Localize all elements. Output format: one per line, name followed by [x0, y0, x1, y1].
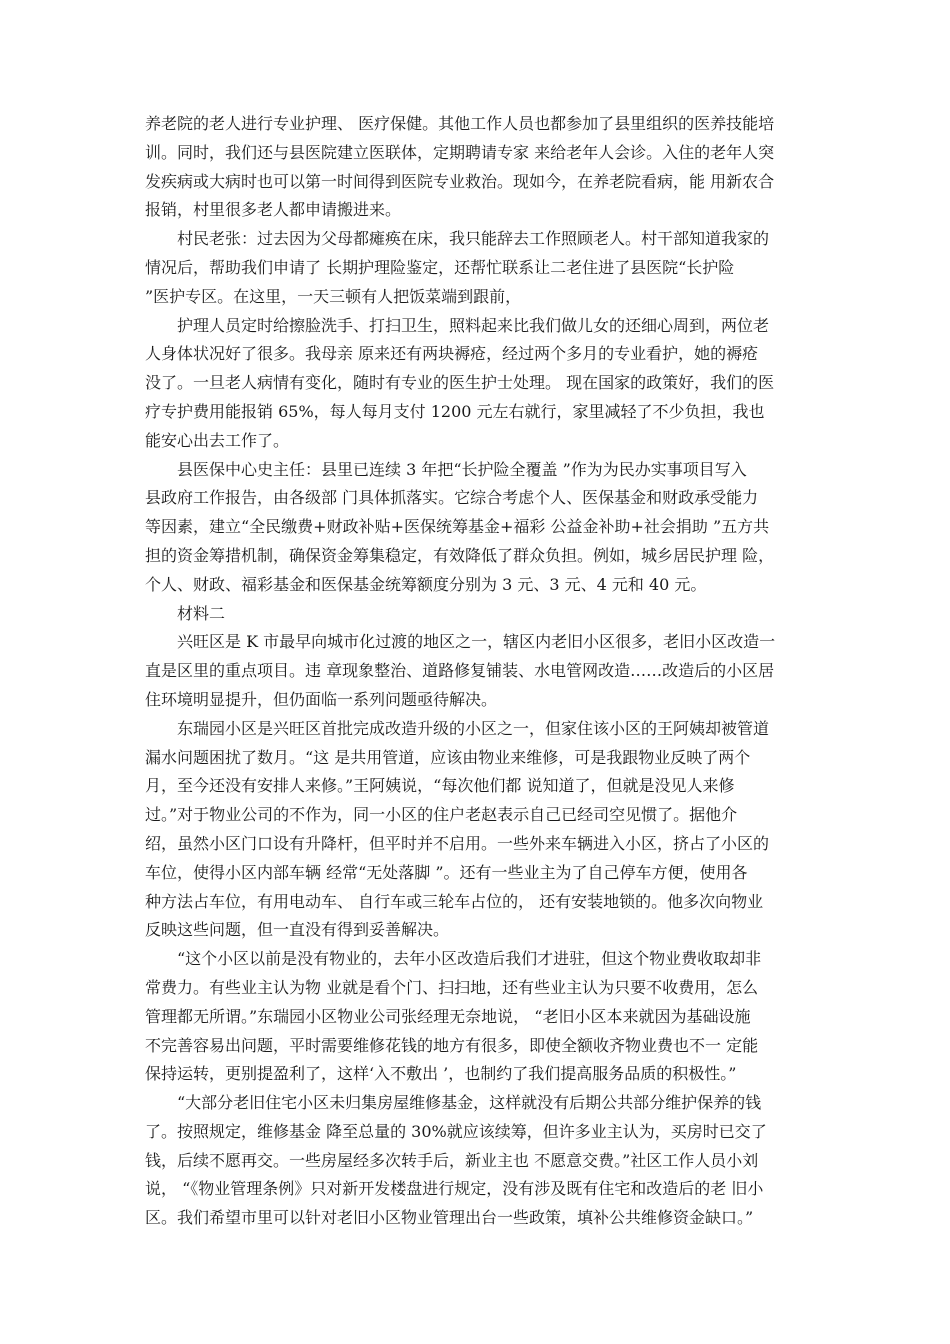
text-line: 种方法占车位，有用电动车、 自行车或三轮车占位的， 还有安装地锁的。他多次向物业 — [145, 891, 764, 911]
text-line: 东瑞园小区是兴旺区首批完成改造升级的小区之一，但家住该小区的王阿姨却被管道 — [177, 718, 770, 738]
text-line: 绍，虽然小区门口设有升降杆，但平时并不启用。一些外来车辆进入小区，挤占了小区的 — [145, 833, 770, 853]
text-line: 村民老张：过去因为父母都瘫痪在床，我只能辞去工作照顾老人。村干部知道我家的 — [177, 229, 770, 249]
text-line: 过。”对于物业公司的不作为，同一小区的住户老赵表示自己已经司空见惯了。据他介 — [145, 805, 738, 825]
text-line: 护理人员定时给擦脸洗手、打扫卫生，照料起来比我们做儿女的还细心周到，两位老 — [177, 315, 770, 335]
text-line: 个人、财政、福彩基金和医保基金统筹额度分别为 3 元、3 元、4 元和 40 元。 — [145, 574, 707, 594]
text-line: 车位，使得小区内部车辆 经常“无处落脚 ”。还有一些业主为了自己停车方便，使用各 — [145, 862, 748, 882]
text-line: “大部分老旧住宅小区未归集房屋维修基金，这样就没有后期公共部分维护保养的钱 — [177, 1093, 762, 1113]
text-line: 县医保中心史主任：县里已连续 3 年把“长护险全覆盖 ”作为为民办实事项目写入 — [177, 459, 747, 479]
text-line: 人身体状况好了很多。我母亲 原来还有两块褥疮，经过两个多月的专业看护，她的褥疮 — [145, 344, 759, 364]
text-line: 发疾病或大病时也可以第一时间得到医院专业救治。现如今，在养老院看病，能 用新农合 — [145, 171, 775, 191]
text-line: 管理都无所谓。”东瑞园小区物业公司张经理无奈地说， “老旧小区本来就因为基础设施 — [145, 1006, 751, 1026]
text-line: 担的资金筹措机制，确保资金筹集稳定，有效降低了群众负担。例如，城乡居民护理 险， — [145, 545, 775, 565]
text-line: 县政府工作报告，由各级部 门具体抓落实。它综合考虑个人、医保基金和财政承受能力 — [145, 488, 759, 508]
text-line: 等因素，建立“全民缴费+财政补贴+医保统筹基金+福彩 公益金补助+社会捐助 ”五方共 — [145, 517, 770, 537]
text-line: 不完善容易出问题，平时需要维修花钱的地方有很多，即使全额收齐物业费也不一 定能 — [145, 1035, 759, 1055]
text-line: 漏水问题困扰了数月。“这 是共用管道，应该由物业来维修，可是我跟物业反映了两个 — [145, 747, 751, 767]
text-line: 说， “《物业管理条例》只对新开发楼盘进行规定，没有涉及既有住宅和改造后的老 旧小 — [145, 1179, 764, 1199]
text-line: 钱，后续不愿再交。一些房屋经多次转手后，新业主也 不愿意交费。”社区工作人员小刘 — [145, 1150, 759, 1170]
text-line: 月，至今还没有安排人来修。”王阿姨说，“每次他们都 说知道了，但就是没见人来修 — [145, 776, 735, 796]
text-line: 材料二 — [177, 603, 226, 623]
text-line: 没了。一旦老人病情有变化，随时有专业的医生护士处理。 现在国家的政策好，我们的医 — [145, 373, 775, 393]
text-line: 了。按照规定，维修基金 降至总量的 30%就应该续筹，但许多业主认为，买房时已交了 — [145, 1121, 767, 1141]
text-line: 能安心出去工作了。 — [145, 430, 290, 450]
text-line: 反映这些问题，但一直没有得到妥善解决。 — [145, 920, 450, 940]
text-line: 疗专护费用能报销 65%，每人每月支付 1200 元左右就行，家里减轻了不少负担，我也 — [145, 401, 765, 421]
text-line: 保持运转，更别提盈利了，这样‘入不敷出 ’，也制约了我们提高服务品质的积极性。” — [145, 1064, 737, 1084]
text-line: 直是区里的重点项目。违 章现象整治、道路修复铺装、水电管网改造……改造后的小区居 — [145, 661, 775, 681]
text-line: 兴旺区是 K 市最早向城市化过渡的地区之一，辖区内老旧小区很多，老旧小区改造一 — [177, 632, 776, 652]
text-line: ”医护专区。在这里，一天三顿有人把饭菜端到跟前， — [145, 286, 522, 306]
text-line: 养老院的老人进行专业护理、 医疗保健。其他工作人员也都参加了县里组织的医养技能培 — [145, 114, 775, 133]
text-line: 报销，村里很多老人都申请搬进来。 — [145, 200, 402, 220]
text-line: “这个小区以前是没有物业的，去年小区改造后我们才进驻，但这个物业费收取却非 — [177, 949, 762, 969]
document-body — [145, 110, 815, 1233]
text-line: 住环境明显提升，但仍面临一系列问题亟待解决。 — [145, 689, 498, 709]
text-line: 情况后，帮助我们申请了 长期护理险鉴定，还帮忙联系让二老住进了县医院“长护险 — [145, 257, 735, 277]
text-line: 区。我们希望市里可以针对老旧小区物业管理出台一些政策，填补公共维修资金缺口。” — [145, 1208, 754, 1228]
text-line: 常费力。有些业主认为物 业就是看个门、扫扫地，还有些业主认为只要不收费用，怎么 — [145, 977, 759, 997]
text-line: 训。同时，我们还与县医院建立医联体，定期聘请专家 来给老年人会诊。入住的老年人突 — [145, 142, 775, 162]
